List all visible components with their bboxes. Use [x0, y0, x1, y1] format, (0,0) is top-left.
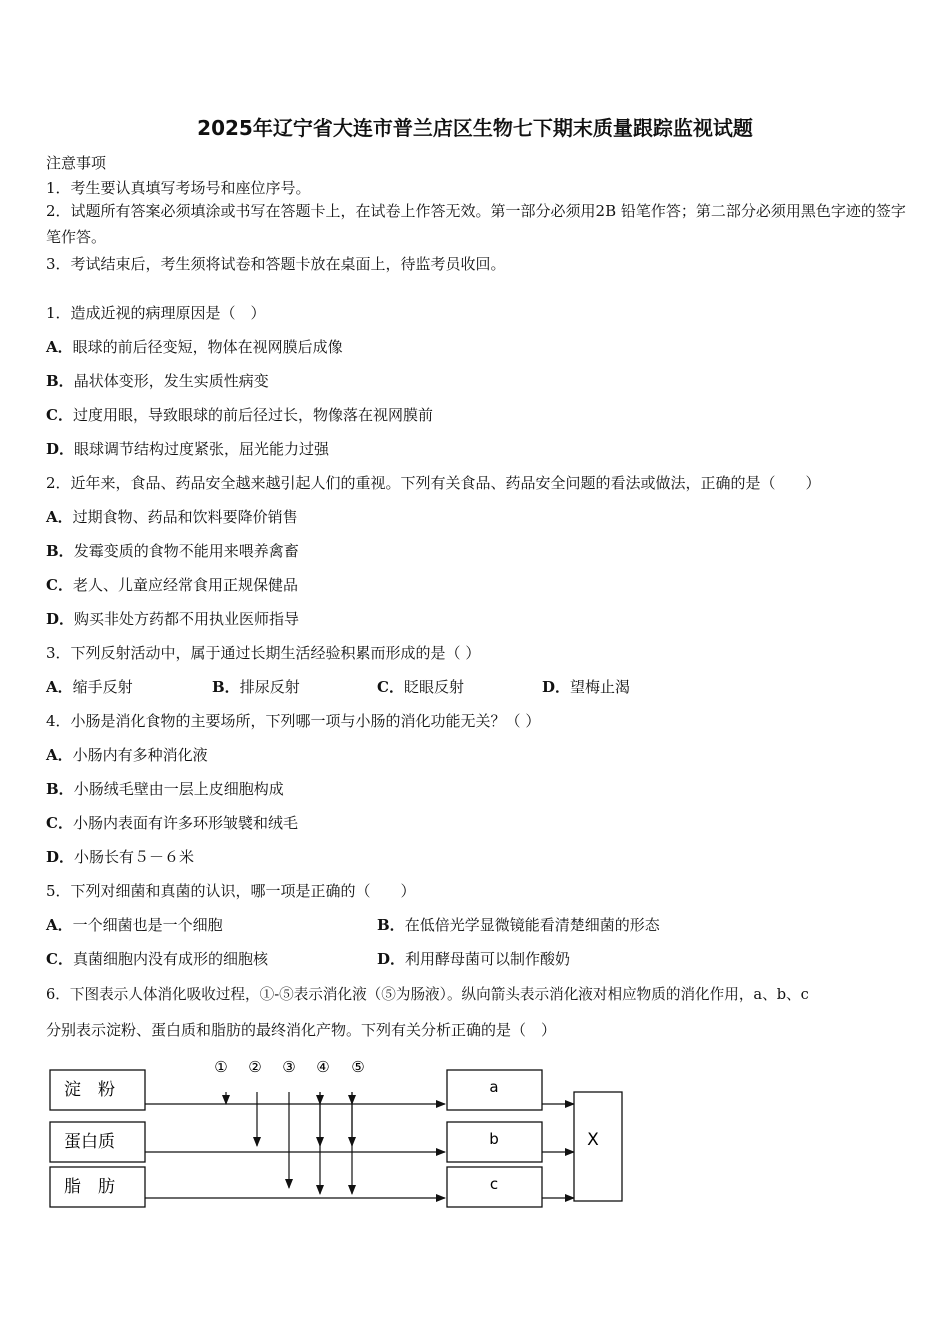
q2-option-b: B．发霉变质的食物不能用来喂养禽畜: [46, 542, 299, 560]
q4-option-d: D．小肠长有５－６米: [46, 848, 195, 866]
product-c-label: c: [489, 1175, 499, 1193]
notice-heading: 注意事项: [46, 154, 107, 172]
q2-option-d: D．购买非处方药都不用执业医师指导: [46, 610, 300, 628]
q1-option-d: D．眼球调节结构过度紧张，屈光能力过强: [46, 440, 330, 458]
q6-stem-line1: 6．下图表示人体消化吸收过程，①-⑤表示消化液（⑤为肠液）。纵向箭头表示消化液对相应物质的消化作用，a、b、c: [46, 986, 809, 1003]
q1-option-a: A．眼球的前后径变短，物体在视网膜后成像: [46, 338, 343, 356]
q3-option-a: A．缩手反射: [46, 678, 133, 696]
q4-option-b: B．小肠绒毛壁由一层上皮细胞构成: [46, 780, 284, 798]
product-a-label: a: [489, 1078, 499, 1096]
q5-option-a: A．一个细菌也是一个细胞: [46, 916, 223, 934]
q1-option-c: C．过度用眼，导致眼球的前后径过长，物像落在视网膜前: [46, 406, 433, 424]
q4-stem: 4．小肠是消化食物的主要场所，下列哪一项与小肠的消化功能无关？（ ）: [46, 712, 541, 730]
notice-item-2: 2．试题所有答案必须填涂或书写在答题卡上，在试卷上作答无效。第一部分必须用2B 铅笔作答；第二部分必须用黑色字迹的签字笔作答。: [46, 202, 906, 246]
juice-label-1: ①: [214, 1058, 228, 1076]
q1-option-b: B．晶状体变形，发生实质性病变: [46, 372, 269, 390]
juice-label-2: ②: [248, 1058, 262, 1076]
q3-stem: 3．下列反射活动中，属于通过长期生活经验积累而形成的是（ ）: [46, 644, 481, 662]
q2-option-a: A．过期食物、药品和饮料要降价销售: [46, 508, 298, 526]
juice-label-5: ⑤: [351, 1058, 365, 1076]
q3-option-b: B．排尿反射: [212, 678, 300, 696]
q3-option-d: D．望梅止渴: [542, 678, 631, 696]
notice-item-1: 1．考生要认真填写考场号和座位序号。: [46, 179, 311, 197]
notice-item-3: 3．考试结束后，考生须将试卷和答题卡放在桌面上，待监考员收回。: [46, 255, 506, 273]
q1-stem: 1．造成近视的病理原因是（ ）: [46, 304, 266, 322]
q2-stem: 2．近年来，食品、药品安全越来越引起人们的重视。下列有关食品、药品安全问题的看法或做法，正确的是（ ）: [46, 474, 821, 492]
x-label: X: [587, 1130, 599, 1150]
q5-stem: 5．下列对细菌和真菌的认识，哪一项是正确的（ ）: [46, 882, 416, 900]
protein-label: 蛋白质: [64, 1132, 115, 1152]
product-b-label: b: [489, 1130, 499, 1148]
q4-option-c: C．小肠内表面有许多环形皱襞和绒毛: [46, 814, 298, 832]
page-title: 2025年辽宁省大连市普兰店区生物七下期末质量跟踪监视试题: [197, 116, 753, 140]
q6-stem-line2: 分别表示淀粉、蛋白质和脂肪的最终消化产物。下列有关分析正确的是（ ）: [46, 1021, 557, 1039]
digestion-diagram: [0, 1052, 950, 1212]
q5-option-b: B．在低倍光学显微镜能看清楚细菌的形态: [377, 916, 660, 934]
juice-label-3: ③: [282, 1058, 296, 1076]
fat-label: 脂 肪: [64, 1177, 115, 1197]
q2-option-c: C．老人、儿童应经常食用正规保健品: [46, 576, 298, 594]
q5-option-c: C．真菌细胞内没有成形的细胞核: [46, 950, 268, 968]
starch-label: 淀 粉: [64, 1080, 115, 1100]
q5-option-d: D．利用酵母菌可以制作酸奶: [377, 950, 571, 968]
juice-label-4: ④: [316, 1058, 330, 1076]
q3-option-c: C．眨眼反射: [377, 678, 464, 696]
q4-option-a: A．小肠内有多种消化液: [46, 746, 208, 764]
